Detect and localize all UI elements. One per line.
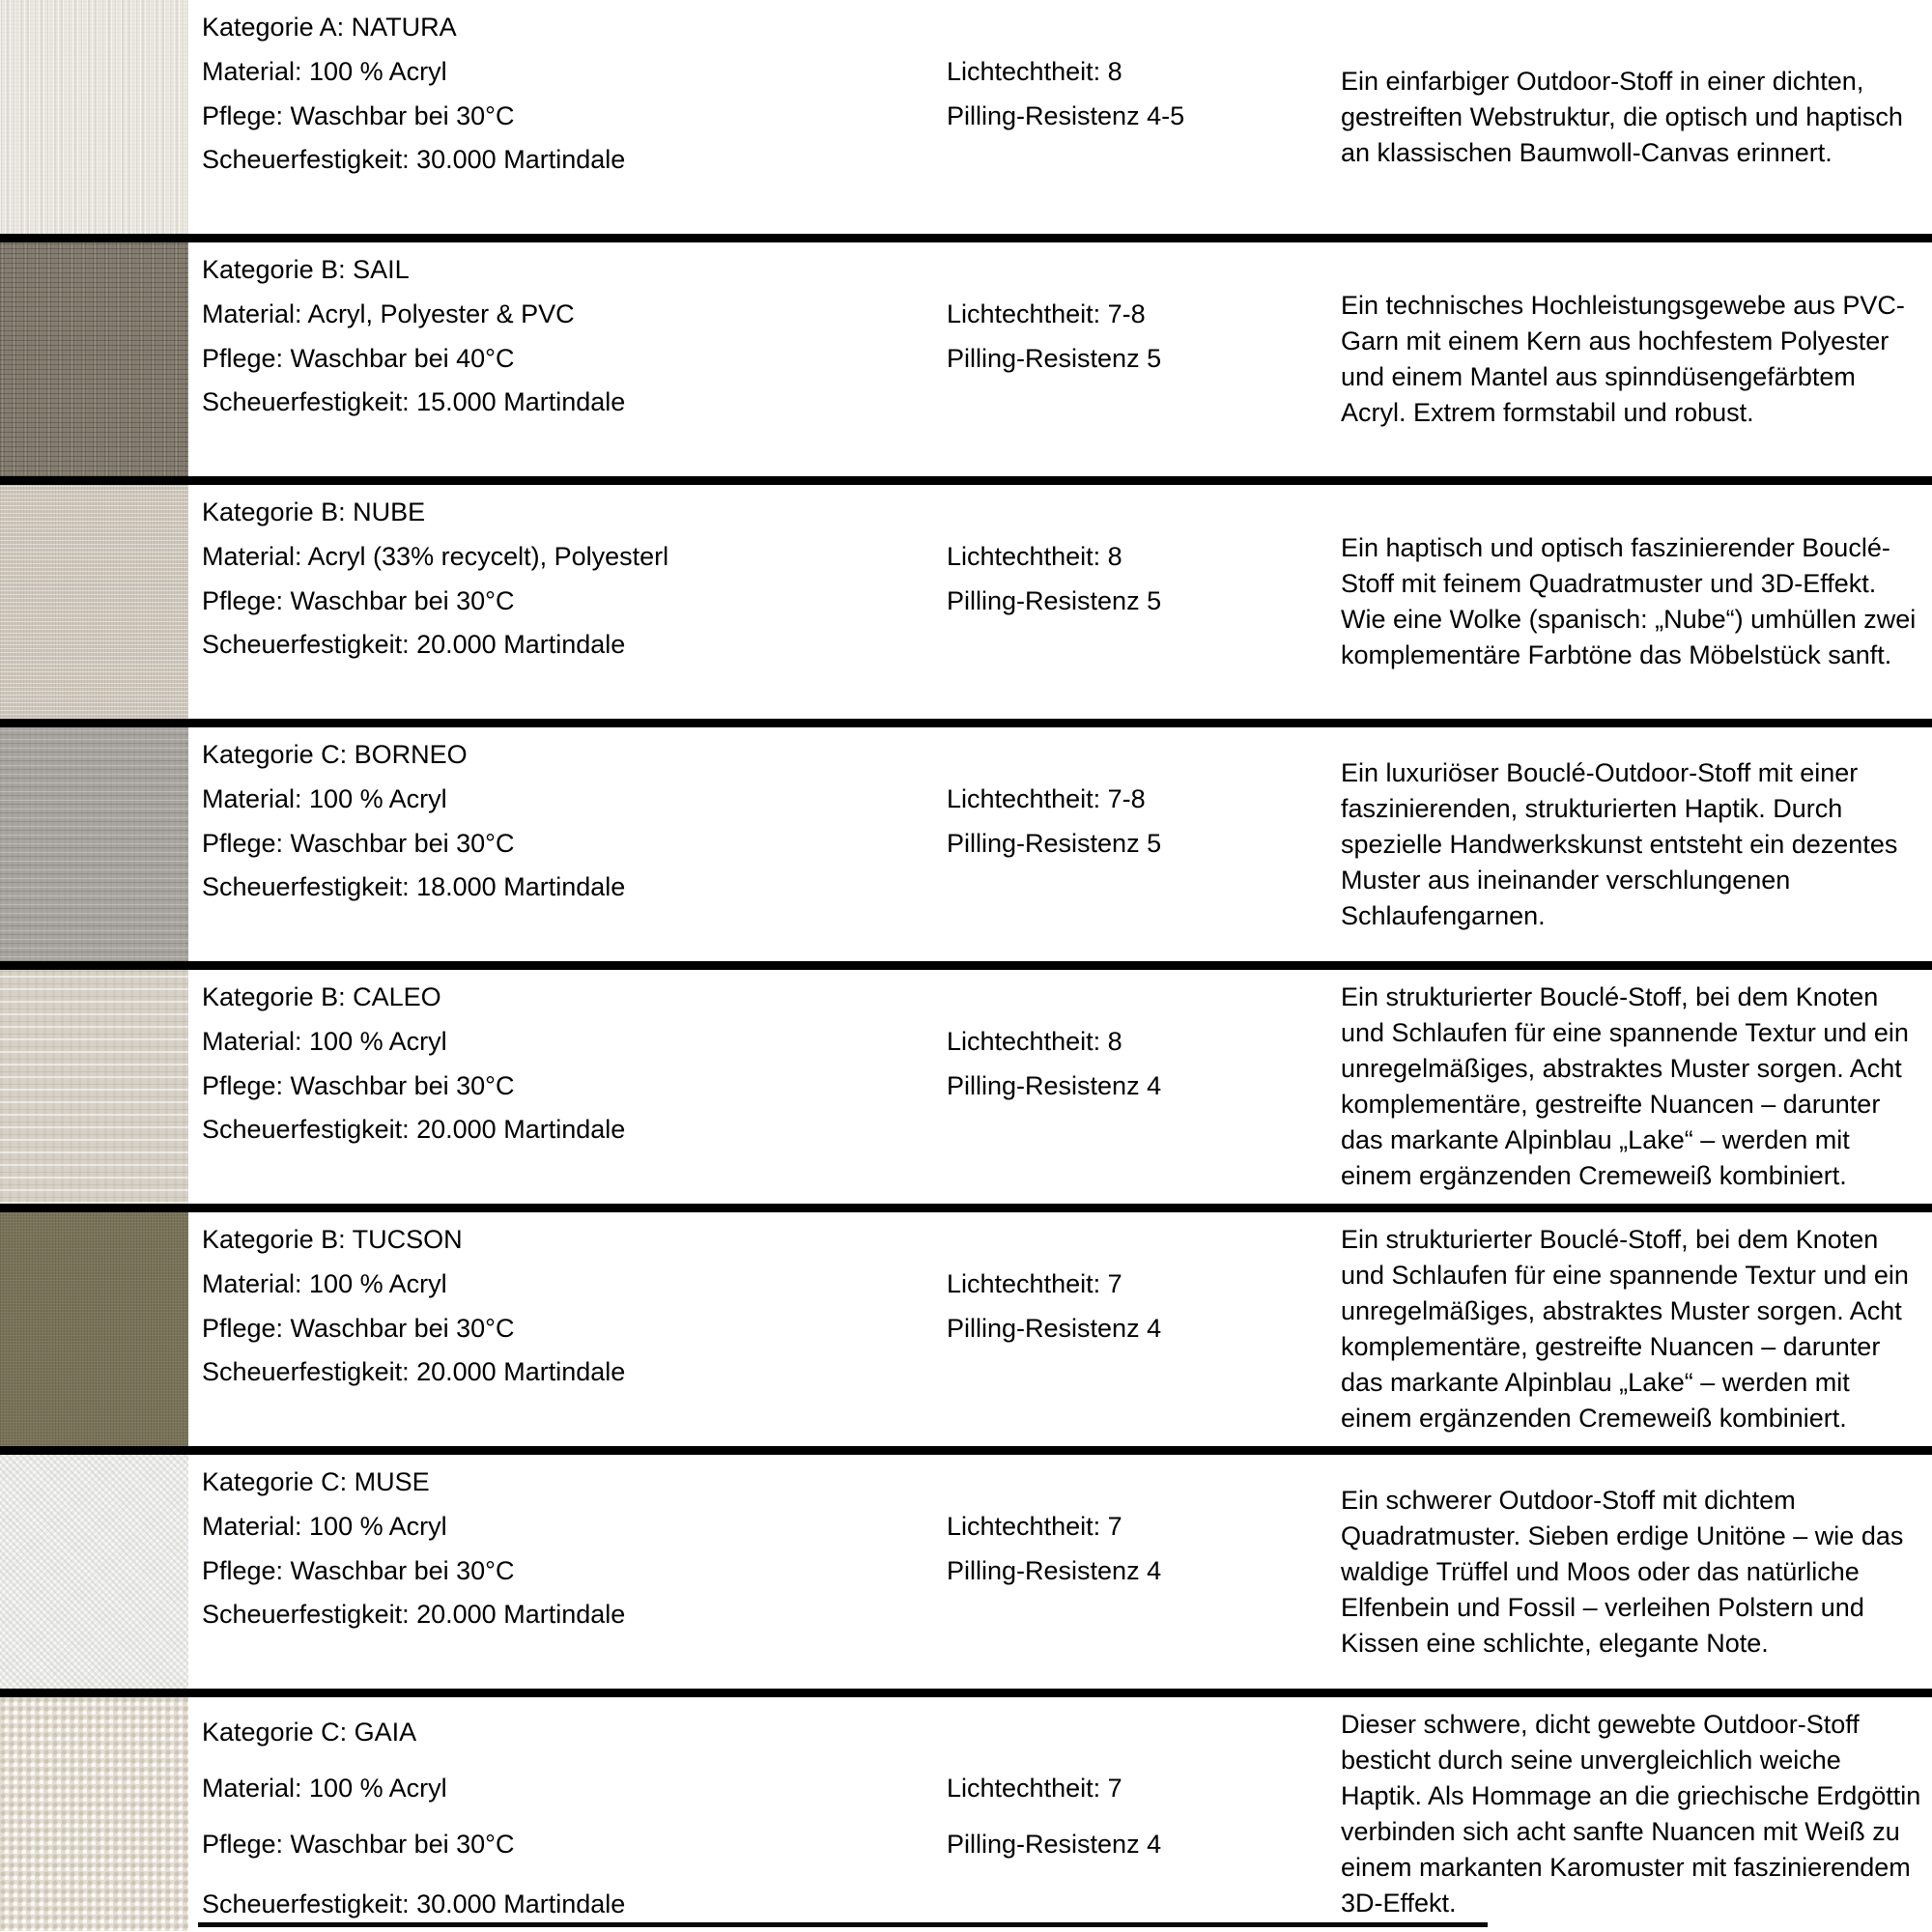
description-block <box>1341 242 1925 476</box>
category-label: Kategorie A: NATURA <box>202 13 457 42</box>
row-separator <box>0 1204 1932 1212</box>
row-separator <box>0 1446 1932 1455</box>
description-block <box>1341 1455 1925 1689</box>
abrasion-label: Scheuerfestigkeit: 20.000 Martindale <box>202 1600 626 1629</box>
material-label: Material: 100 % Acryl <box>202 784 447 813</box>
muse-fabric-swatch <box>0 1455 188 1689</box>
pilling-label: Pilling-Resistenz 4 <box>947 1830 1162 1859</box>
row-separator <box>0 1689 1932 1697</box>
lightfastness-label: Lichtechtheit: 7-8 <box>947 784 1146 813</box>
partial-bottom-separator <box>198 1922 1488 1927</box>
row-gaia <box>0 1697 1932 1931</box>
care-label: Pflege: Waschbar bei 30°C <box>202 1071 515 1100</box>
row-borneo <box>0 727 1932 961</box>
description-text: Ein strukturierter Bouclé-Stoff, bei dem Knoten und Schlaufen für eine spannende Textur und ein unregelmäßiges, abstraktes Muster sorgen. Acht komplementäre, gestreifte Nuancen – darunter das markante Alpinblau „Lake“ – werden mit einem ergänzenden Cremeweiß kombiniert. <box>1341 982 1909 1190</box>
row-separator <box>0 476 1932 485</box>
material-label: Material: 100 % Acryl <box>202 1774 447 1803</box>
material-label: Material: 100 % Acryl <box>202 1512 447 1541</box>
description-block <box>1341 0 1925 234</box>
pilling-label: Pilling-Resistenz 5 <box>947 344 1162 373</box>
description-text: Ein strukturierter Bouclé-Stoff, bei dem Knoten und Schlaufen für eine spannende Textur und ein unregelmäßiges, abstraktes Muster sorgen. Acht komplementäre, gestreifte Nuancen – darunter das markante Alpinblau „Lake“ – werden mit einem ergänzenden Cremeweiß kombiniert. <box>1341 1225 1909 1433</box>
description-block <box>1341 970 1925 1204</box>
row-sail <box>0 242 1932 476</box>
material-label: Material: 100 % Acryl <box>202 1027 447 1056</box>
borneo-fabric-swatch <box>0 727 188 961</box>
abrasion-label: Scheuerfestigkeit: 18.000 Martindale <box>202 872 626 901</box>
gaia-fabric-swatch <box>0 1697 188 1931</box>
lightfastness-label: Lichtechtheit: 8 <box>947 57 1122 86</box>
pilling-label: Pilling-Resistenz 4-5 <box>947 101 1185 130</box>
description-block <box>1341 1697 1925 1931</box>
category-label: Kategorie B: CALEO <box>202 982 441 1011</box>
care-label: Pflege: Waschbar bei 30°C <box>202 1314 515 1343</box>
pilling-label: Pilling-Resistenz 5 <box>947 829 1162 858</box>
pilling-label: Pilling-Resistenz 4 <box>947 1314 1162 1343</box>
abrasion-label: Scheuerfestigkeit: 30.000 Martindale <box>202 1889 626 1918</box>
care-label: Pflege: Waschbar bei 30°C <box>202 1830 515 1859</box>
care-label: Pflege: Waschbar bei 40°C <box>202 344 515 373</box>
category-label: Kategorie B: SAIL <box>202 255 410 284</box>
material-label: Material: Acryl (33% recycelt), Polyesterl <box>202 542 669 571</box>
category-label: Kategorie C: MUSE <box>202 1467 430 1496</box>
caleo-fabric-swatch <box>0 970 188 1204</box>
pilling-label: Pilling-Resistenz 4 <box>947 1556 1162 1585</box>
lightfastness-label: Lichtechtheit: 7 <box>947 1512 1122 1541</box>
row-separator <box>0 234 1932 242</box>
category-label: Kategorie C: GAIA <box>202 1718 417 1747</box>
care-label: Pflege: Waschbar bei 30°C <box>202 829 515 858</box>
category-label: Kategorie B: NUBE <box>202 497 426 526</box>
material-label: Material: 100 % Acryl <box>202 57 447 86</box>
nube-fabric-swatch <box>0 485 188 719</box>
description-text: Ein luxuriöser Bouclé-Outdoor-Stoff mit einer faszinierenden, strukturierten Haptik. Durch spezielle Handwerkskunst entsteht ein dezentes Muster aus ineinander verschlungenen Schlaufengarnen. <box>1341 757 1898 930</box>
description-text: Ein schwerer Outdoor-Stoff mit dichtem Quadratmuster. Sieben erdige Unitöne – wie das waldige Trüffel und Moos oder das natürliche Elfenbein und Fossil – verleihen Polstern und Kissen eine schlichte, elegante Note. <box>1341 1485 1904 1658</box>
row-separator <box>0 961 1932 970</box>
row-separator <box>0 719 1932 727</box>
care-label: Pflege: Waschbar bei 30°C <box>202 586 515 615</box>
pilling-label: Pilling-Resistenz 4 <box>947 1071 1162 1100</box>
care-label: Pflege: Waschbar bei 30°C <box>202 101 515 130</box>
row-nube <box>0 485 1932 719</box>
lightfastness-label: Lichtechtheit: 8 <box>947 542 1122 571</box>
abrasion-label: Scheuerfestigkeit: 20.000 Martindale <box>202 1115 626 1144</box>
row-muse <box>0 1455 1932 1689</box>
category-label: Kategorie C: BORNEO <box>202 740 468 769</box>
pilling-label: Pilling-Resistenz 5 <box>947 586 1162 615</box>
description-text: Dieser schwere, dicht gewebte Outdoor-Stoff besticht durch seine unvergleichlich weiche Haptik. Als Hommage an die griechische Erdgöttin verbinden sich acht sanfte Nuancen mit Weiß zu einem markanten Karomuster mit faszinierendem 3D-Effekt. <box>1341 1710 1921 1918</box>
material-label: Material: Acryl, Polyester & PVC <box>202 299 575 328</box>
row-caleo <box>0 970 1932 1204</box>
abrasion-label: Scheuerfestigkeit: 15.000 Martindale <box>202 387 626 416</box>
sail-fabric-swatch <box>0 242 188 476</box>
row-natura <box>0 0 1932 234</box>
description-block <box>1341 485 1925 719</box>
description-block <box>1341 727 1925 961</box>
care-label: Pflege: Waschbar bei 30°C <box>202 1556 515 1585</box>
lightfastness-label: Lichtechtheit: 7 <box>947 1269 1122 1298</box>
lightfastness-label: Lichtechtheit: 7-8 <box>947 299 1146 328</box>
lightfastness-label: Lichtechtheit: 7 <box>947 1774 1122 1803</box>
description-text: Ein einfarbiger Outdoor-Stoff in einer dichten, gestreiften Webstruktur, die optisch und haptisch an klassischen Baumwoll-Canvas erinnert. <box>1341 66 1903 167</box>
tucson-fabric-swatch <box>0 1212 188 1446</box>
description-text: Ein haptisch und optisch faszinierender Bouclé-Stoff mit feinem Quadratmuster und 3D-Effekt. Wie eine Wolke (spanisch: „Nube“) umhüllen zwei komplementäre Farbtöne das Möbelstück sanft. <box>1341 533 1917 669</box>
material-label: Material: 100 % Acryl <box>202 1269 447 1298</box>
description-text: Ein technisches Hochleistungsgewebe aus PVC-Garn mit einem Kern aus hochfestem Polyester und einem Mantel aus spinndüsengefärbtem Acryl. Extrem formstabil und robust. <box>1341 291 1905 427</box>
category-label: Kategorie B: TUCSON <box>202 1225 463 1254</box>
abrasion-label: Scheuerfestigkeit: 20.000 Martindale <box>202 1357 626 1386</box>
abrasion-label: Scheuerfestigkeit: 20.000 Martindale <box>202 630 626 659</box>
natura-fabric-swatch <box>0 0 188 234</box>
lightfastness-label: Lichtechtheit: 8 <box>947 1027 1122 1056</box>
abrasion-label: Scheuerfestigkeit: 30.000 Martindale <box>202 145 626 174</box>
description-block <box>1341 1212 1925 1446</box>
row-tucson <box>0 1212 1932 1446</box>
